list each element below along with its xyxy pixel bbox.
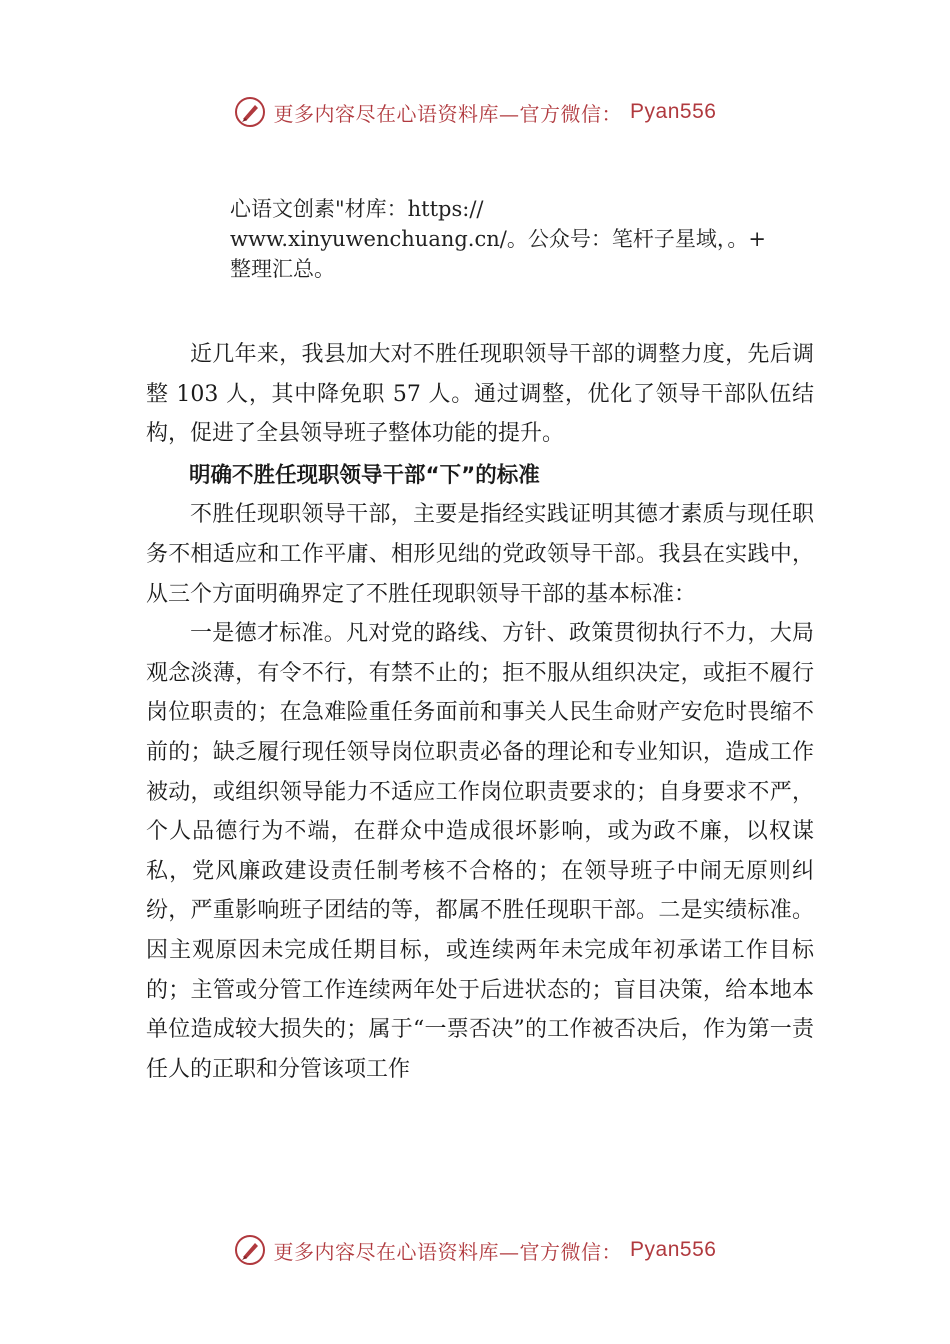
pen-logo-icon [234,96,266,128]
section-heading: 明确不胜任现职领导干部“下”的标准 [189,462,540,488]
source-note-line-2: www.xinyuwenchuang.cn/。公众号：笔杆子星域，。+ [230,227,766,251]
pen-logo-icon [234,1234,266,1266]
watermark-wechat-id: Pyan556 [630,1238,717,1261]
paragraph-definition: 不胜任现职领导干部，主要是指经实践证明其德才素质与现任职务不相适应和工作平庸、相形见绌的党政领导干部。我县在实践中，从三个方面明确界定了不胜任现职领导干部的基本标准： [146,502,814,607]
paragraph-intro: 近几年来，我县加大对不胜任现职领导干部的调整力度，先后调整 103 人，其中降免职 57 人。通过调整，优化了领导干部队伍结构，促进了全县领导班子整体功能的提升。 [146,342,814,447]
footer-watermark [0,1234,950,1266]
source-note-line-1: 心语文创素"材库：https:// [230,197,484,221]
paragraph-standards: 一是德才标准。凡对党的路线、方针、政策贯彻执行不力，大局观念淡薄，有令不行，有禁不止的；拒不服从组织决定，或拒不履行岗位职责的；在急难险重任务面前和事关人民生命财产安危时畏缩不前的；缺乏履行现任领导岗位职责必备的理论和专业知识，造成工作被动，或组织领导能力不适应工作岗位职责要求的；自身要求不严，个人品德行为不端，在群众中造成很坏影响，或为政不廉，以权谋私，党风廉政建设责任制考核不合格的；在领导班子中闹无原则纠纷，严重影响班子团结的等，都属不胜任现职干部。二是实绩标准。因主观原因未完成任期目标，或连续两年未完成年初承诺工作目标的；主管或分管工作连续两年处于后进状态的；盲目决策，给本地本单位造成较大损失的；属于“一票否决”的工作被否决后，作为第一责任人的正职和分管该项工作 [146,621,814,1082]
source-note [230,194,830,284]
watermark-text: 更多内容尽在心语资料库—官方微信： [273,101,623,126]
document-body [146,335,814,1089]
source-note-line-3: 整理汇总。 [230,257,335,281]
watermark-wechat-id: Pyan556 [630,100,717,123]
header-watermark [0,96,950,128]
watermark-text: 更多内容尽在心语资料库—官方微信： [273,1239,623,1264]
